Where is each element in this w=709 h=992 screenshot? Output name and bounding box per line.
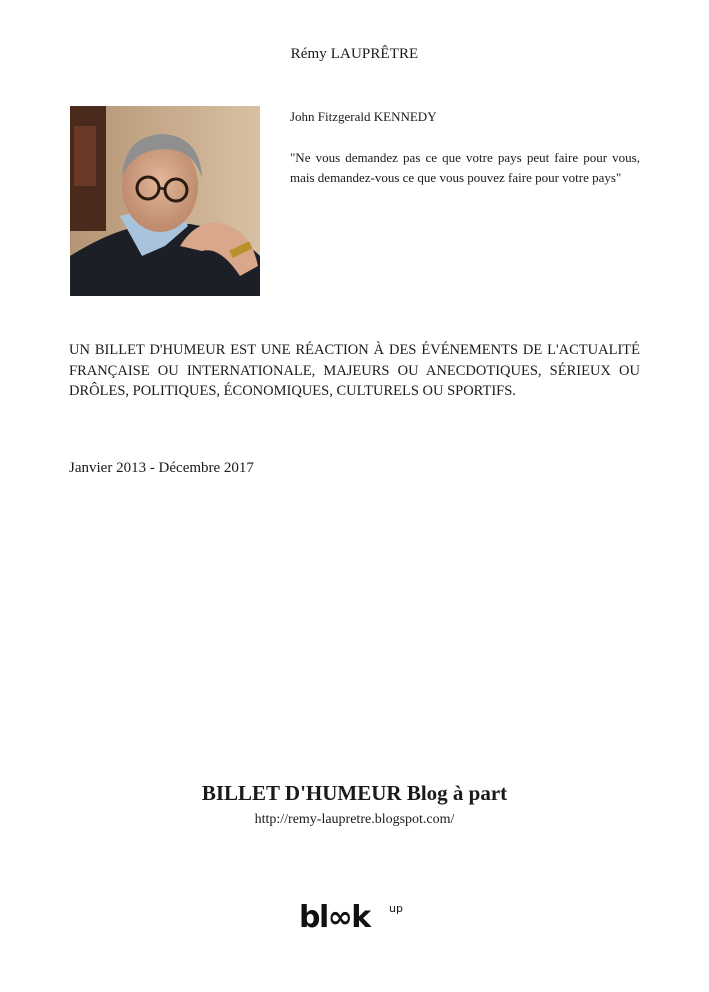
- blog-url-link[interactable]: http://remy-laupretre.blogspot.com/: [254, 812, 455, 827]
- author-name: Rémy LAUPRÊTRE: [290, 46, 419, 62]
- portrait-photo-icon: [70, 106, 260, 296]
- blog-title: BILLET D'HUMEUR Blog à part: [201, 781, 508, 805]
- blog-description: UN BILLET D'HUMEUR EST UNE RÉACTION À DES ÉVÉNEMENTS DE L'ACTUALITÉ FRANÇAISE OU INTERNATIONALE, MAJEURS OU ANECDOTIQUES, SÉRIEUX OU DRÔLES, POLITIQUES, ÉCONOMIQUES, CULTURELS OU SPORTIFS.: [69, 342, 640, 399]
- period-text: Janvier 2013 - Décembre 2017: [69, 460, 254, 476]
- logo-wordmark: bl∞k: [299, 900, 370, 935]
- blookup-logo-icon: [297, 900, 417, 940]
- quote-author: John Fitzgerald KENNEDY: [290, 109, 437, 124]
- quote-text: "Ne vous demandez pas ce que votre pays peut faire pour vous, mais demandez-vous ce que vous pouvez faire pour votre pays": [290, 150, 640, 185]
- author-photo: [70, 106, 260, 296]
- logo-superscript: up: [389, 902, 403, 915]
